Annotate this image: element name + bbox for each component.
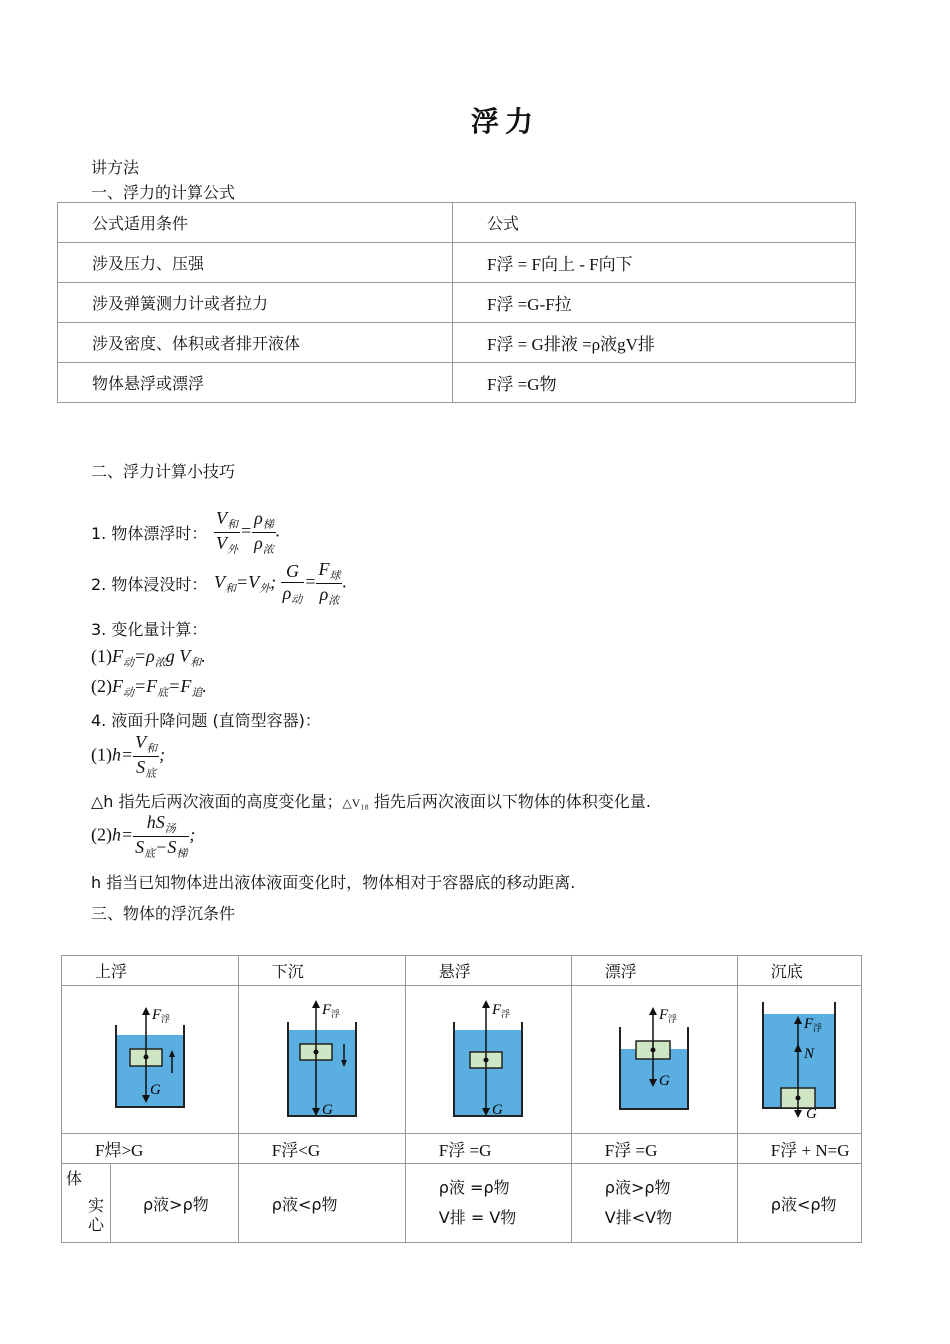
water-shape xyxy=(454,1030,522,1116)
table-cell: 涉及压力、压强 xyxy=(58,243,453,283)
tip-4-formula-1: (1)h= $\frac{V_和}{S_底}$ ; xyxy=(91,732,166,780)
diagram-cell xyxy=(737,986,861,1134)
tip-4-formula-2: (2)h= $\frac{hS_汤}{S_底-S_梯}$ ; xyxy=(91,812,196,860)
table-header-cell: 公式 xyxy=(453,203,856,243)
fraction: $\frac{hS_汤}{S_底-S_梯}$ xyxy=(135,812,188,860)
force-sub-label: 浮 xyxy=(668,1014,678,1025)
state-header: 沉底 xyxy=(737,956,861,986)
state-header: 上浮 xyxy=(62,956,239,986)
suspended-diagram xyxy=(448,996,528,1120)
row-label-cell xyxy=(62,1164,111,1243)
force-label: F xyxy=(151,1006,162,1023)
density-condition: ρ液<ρ物 xyxy=(238,1164,405,1243)
table-cell: 涉及弹簧测力计或者拉力 xyxy=(58,283,453,323)
arrow-up-icon xyxy=(312,1000,320,1008)
force-condition: F浮 + N=G xyxy=(737,1134,861,1164)
force-label: F xyxy=(659,1006,669,1023)
rising-diagram xyxy=(110,1003,190,1113)
density-condition: ρ液<ρ物 xyxy=(737,1164,861,1243)
arrow-up-icon xyxy=(482,1000,490,1008)
section-1-heading: 一、浮力的计算公式 xyxy=(91,183,236,202)
density-condition: ρ液 =ρ物 V排 = V物 xyxy=(405,1164,571,1243)
table-cell: 物体悬浮或漂浮 xyxy=(58,363,453,403)
page-title: 浮力 xyxy=(470,105,539,138)
tip-3-formula-1: $(1)F_动=\rho_浓g$ $V_和$. xyxy=(91,646,206,669)
gravity-label: G xyxy=(149,1081,161,1098)
force-condition: F浮<G xyxy=(238,1134,405,1164)
force-label: F xyxy=(804,1015,814,1032)
arrow-up-icon xyxy=(649,1007,657,1015)
force-condition: F浮 =G xyxy=(405,1134,571,1164)
sinking-diagram xyxy=(282,996,362,1120)
state-header: 下沉 xyxy=(238,956,405,986)
table-cell: F浮 =G物 xyxy=(453,363,856,403)
table-row xyxy=(58,203,856,243)
section-2-heading: 二、浮力计算小技巧 xyxy=(91,462,236,481)
force-sub-label: 浮 xyxy=(330,1009,340,1020)
table-cell: F浮 =G-F拉 xyxy=(453,283,856,323)
table-row xyxy=(62,986,862,1134)
table-row xyxy=(58,243,856,283)
fraction: $\frac{V_和}{V_外}$ xyxy=(216,508,238,556)
force-sub-label: 浮 xyxy=(813,1023,823,1034)
diagram-cell xyxy=(405,986,571,1134)
table-cell: F浮 = G排液 =ρ液gV排 xyxy=(453,323,856,363)
formula-table xyxy=(57,202,856,403)
section-3-heading: 三、物体的浮沉条件 xyxy=(91,904,236,923)
table-cell: 涉及密度、体积或者排开液体 xyxy=(58,323,453,363)
density-condition: ρ液>ρ物 xyxy=(111,1164,239,1243)
tip-3-label: 3. 变化量计算： xyxy=(91,620,208,639)
row-label-side: 实心 xyxy=(88,1196,105,1234)
force-condition: F浮 =G xyxy=(571,1134,737,1164)
fraction: $\frac{\rho_梯}{\rho_浓}$ xyxy=(254,508,274,556)
force-condition: F焊>G xyxy=(62,1134,239,1164)
table-cell: F浮 = F向上 - F向下 xyxy=(453,243,856,283)
table-header-cell: 公式适用条件 xyxy=(58,203,453,243)
table-row xyxy=(58,283,856,323)
tip-1-formula: $\frac{V_和}{V_外}$ = $\frac{\rho_梯}{\rho_浓}$ . xyxy=(216,508,281,556)
note-h: h 指当已知物体进出液体液面变化时，物体相对于容器底的移动距离. xyxy=(91,873,576,892)
arrow-down-icon xyxy=(794,1110,802,1118)
state-header: 悬浮 xyxy=(405,956,571,986)
force-label: F xyxy=(321,1001,331,1018)
fraction: $\frac{V_和}{S_底}$ xyxy=(135,732,158,780)
gravity-label: G xyxy=(806,1105,818,1120)
intro-label: 讲方法 xyxy=(91,158,140,177)
diagram-cell xyxy=(62,986,239,1134)
normal-force-label: N xyxy=(804,1045,815,1062)
arrow-up-icon xyxy=(142,1007,150,1015)
gravity-label: G xyxy=(659,1072,671,1089)
force-label: F xyxy=(492,1001,502,1018)
tip-2-formula: $V_和=V_外$; $\frac{G}{\rho_动}$ = $\frac{F_球}{\rho_浓}$ . xyxy=(214,559,347,607)
table-row xyxy=(58,363,856,403)
diagram-cell xyxy=(238,986,405,1134)
floating-diagram xyxy=(614,1003,694,1113)
table-row xyxy=(58,323,856,363)
tip-4-label: 4. 液面升降问题 (直筒型容器)： xyxy=(91,711,321,730)
bottom-diagram xyxy=(757,996,841,1120)
gravity-label: G xyxy=(321,1101,333,1118)
row-label-top: 体 xyxy=(66,1169,83,1188)
force-sub-label: 浮 xyxy=(501,1009,511,1020)
diagram-cell xyxy=(571,986,737,1134)
tip-3-formula-2: $(2)F_动=F_底=F_追$. xyxy=(91,676,207,699)
fraction: $\frac{G}{\rho_动}$ xyxy=(282,560,303,606)
tip-1-label: 1. 物体漂浮时： xyxy=(91,524,208,543)
fraction: $\frac{F_球}{\rho_浓}$ xyxy=(318,559,341,607)
table-row xyxy=(62,1164,862,1243)
table-row xyxy=(62,956,862,986)
table-row xyxy=(62,1134,862,1164)
state-header: 漂浮 xyxy=(571,956,737,986)
force-sub-label: 浮 xyxy=(160,1014,170,1025)
tip-2-label: 2. 物体浸没时： xyxy=(91,575,208,594)
density-condition: ρ液>ρ物 V排<V物 xyxy=(571,1164,737,1243)
gravity-label: G xyxy=(492,1101,504,1118)
float-sink-table xyxy=(61,955,862,1243)
note-delta-h: △h 指先后两次液面的高度变化量；△V₁₈ 指先后两次液面以下物体的体积变化量. xyxy=(91,792,651,811)
